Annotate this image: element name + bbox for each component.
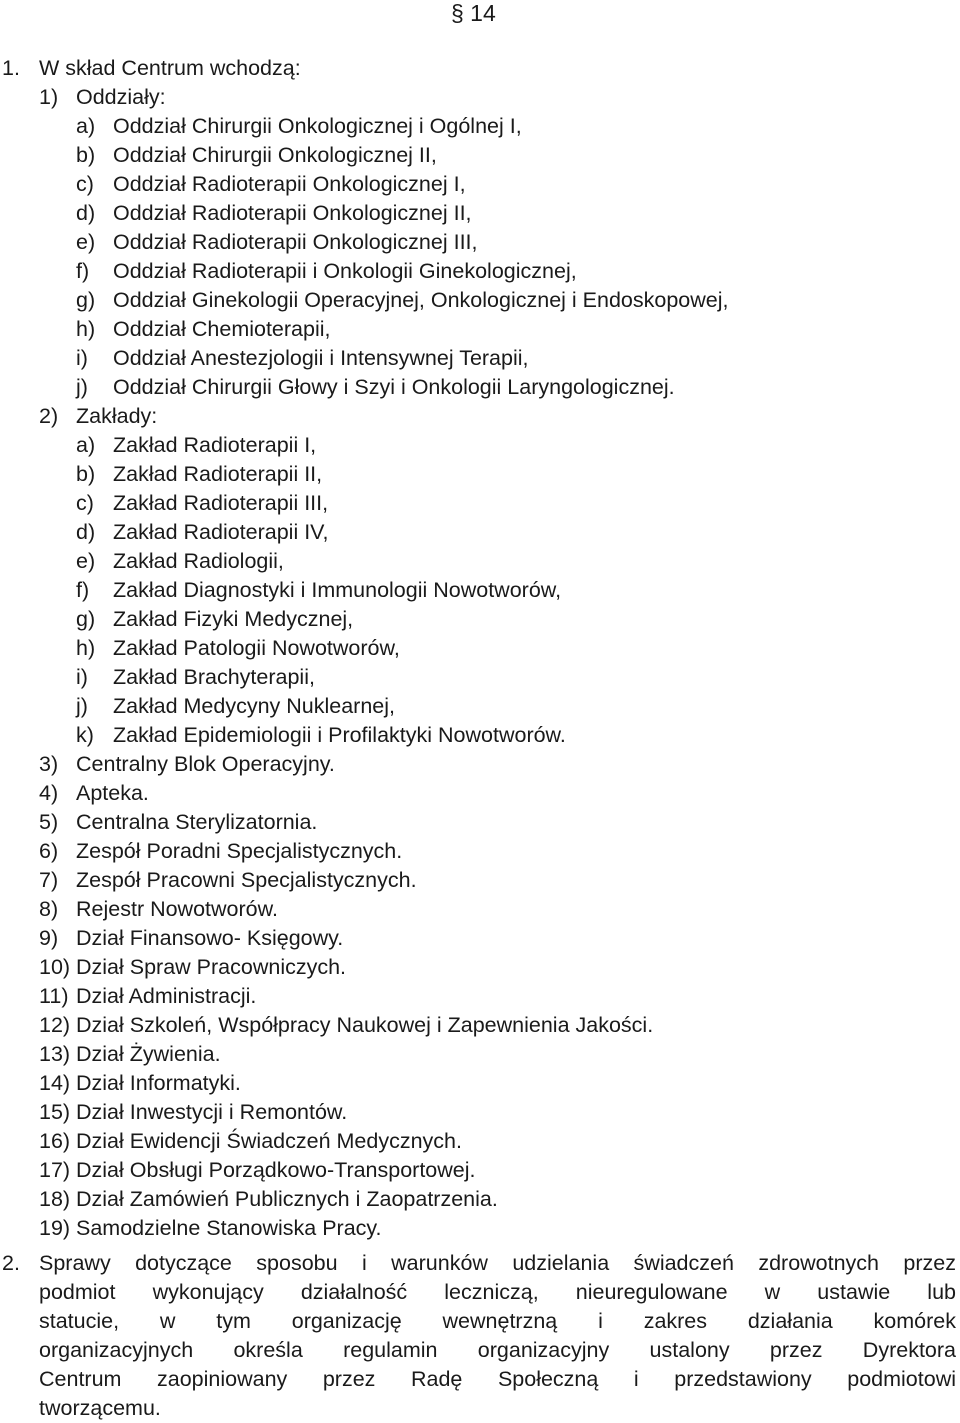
list-text: Zakład Radioterapii III, — [113, 491, 329, 515]
unit-text: Dział Szkoleń, Współpracy Naukowej i Zapewnienia Jakości. — [76, 1013, 654, 1037]
list-letter: f) — [76, 259, 90, 283]
list-letter: b) — [76, 462, 96, 486]
list-text: Oddział Chirurgii Onkologicznej i Ogólnej I, — [113, 114, 522, 138]
unit-text: Rejestr Nowotworów. — [76, 897, 278, 921]
list-text: Zakład Brachyterapii, — [113, 665, 315, 689]
unit-text: Dział Inwestycji i Remontów. — [76, 1100, 348, 1124]
list-text: Zakład Radioterapii IV, — [113, 520, 329, 544]
unit-number: 15) — [39, 1100, 71, 1124]
unit-number: 7) — [39, 868, 59, 892]
list-letter: e) — [76, 549, 96, 573]
unit-text: Apteka. — [76, 781, 149, 805]
list-text: Oddział Radioterapii Onkologicznej II, — [113, 201, 472, 225]
unit-number: 16) — [39, 1129, 71, 1153]
unit-text: Centralny Blok Operacyjny. — [76, 752, 335, 776]
paragraph-line: tworzącemu. — [39, 1396, 161, 1420]
list-text: Zakład Radioterapii II, — [113, 462, 323, 486]
list-text: Zakład Medycyny Nuklearnej, — [113, 694, 396, 718]
list-text: Oddział Chirurgii Onkologicznej II, — [113, 143, 437, 167]
paragraph-line: podmiot wykonujący działalność leczniczą, nieuregulowane w ustawie lub — [39, 1280, 956, 1304]
section-heading: § 14 — [451, 0, 496, 26]
unit-text: Dział Informatyki. — [76, 1071, 241, 1095]
list-text: Oddział Anestezjologii i Intensywnej Terapii, — [113, 346, 529, 370]
unit-text: Samodzielne Stanowiska Pracy. — [76, 1216, 382, 1240]
unit-text: Dział Ewidencji Świadczeń Medycznych. — [76, 1129, 462, 1153]
list-letter: c) — [76, 172, 94, 196]
unit-text: Zespół Poradni Specjalistycznych. — [76, 839, 403, 863]
unit-text: Dział Finansowo- Księgowy. — [76, 926, 344, 950]
list-letter: f) — [76, 578, 90, 602]
list-text: Oddział Chirurgii Głowy i Szyi i Onkologii Laryngologicznej. — [113, 375, 675, 399]
list-letter: h) — [76, 636, 96, 660]
sub-2-label: Zakłady: — [76, 404, 158, 428]
unit-number: 14) — [39, 1071, 71, 1095]
list-letter: i) — [76, 346, 88, 370]
list-letter: i) — [76, 665, 88, 689]
list-letter: b) — [76, 143, 96, 167]
list-letter: d) — [76, 201, 96, 225]
unit-text: Dział Spraw Pracowniczych. — [76, 955, 347, 979]
list-text: Oddział Radioterapii i Onkologii Ginekologicznej, — [113, 259, 577, 283]
sub-2-number: 2) — [39, 404, 59, 428]
list-letter: g) — [76, 607, 96, 631]
paragraph-line: statucie, w tym organizację wewnętrzną i zakres działania komórek — [39, 1309, 956, 1333]
unit-number: 19) — [39, 1216, 71, 1240]
unit-number: 9) — [39, 926, 59, 950]
unit-number: 12) — [39, 1013, 71, 1037]
unit-number: 10) — [39, 955, 71, 979]
list-text: Oddział Ginekologii Operacyjnej, Onkologicznej i Endoskopowej, — [113, 288, 729, 312]
list-letter: c) — [76, 491, 94, 515]
unit-number: 5) — [39, 810, 59, 834]
list-letter: a) — [76, 433, 96, 457]
unit-number: 17) — [39, 1158, 71, 1182]
sub-1-label: Oddziały: — [76, 85, 166, 109]
list-letter: g) — [76, 288, 96, 312]
list-text: Oddział Radioterapii Onkologicznej I, — [113, 172, 466, 196]
list-letter: j) — [76, 375, 88, 399]
unit-number: 4) — [39, 781, 59, 805]
unit-text: Centralna Sterylizatornia. — [76, 810, 318, 834]
list-letter: k) — [76, 723, 94, 747]
paragraph-line: Sprawy dotyczące sposobu i warunków udzielania świadczeń zdrowotnych przez — [39, 1251, 956, 1275]
unit-number: 6) — [39, 839, 59, 863]
unit-text: Dział Żywienia. — [76, 1042, 221, 1066]
list-text: Zakład Epidemiologii i Profilaktyki Nowotworów. — [113, 723, 566, 747]
list-text: Zakład Patologii Nowotworów, — [113, 636, 400, 660]
list-letter: j) — [76, 694, 88, 718]
list-text: Zakład Radioterapii I, — [113, 433, 317, 457]
paragraph-line: Centrum zaopiniowany przez Radę Społeczną i przedstawiony podmiotowi — [39, 1367, 956, 1391]
unit-number: 18) — [39, 1187, 71, 1211]
unit-text: Dział Zamówień Publicznych i Zaopatrzenia. — [76, 1187, 498, 1211]
list-letter: h) — [76, 317, 96, 341]
list-text: Zakład Radiologii, — [113, 549, 284, 573]
unit-text: Zespół Pracowni Specjalistycznych. — [76, 868, 417, 892]
unit-text: Dział Obsługi Porządkowo-Transportowej. — [76, 1158, 476, 1182]
item-1-text: W skład Centrum wchodzą: — [39, 56, 301, 80]
list-text: Oddział Radioterapii Onkologicznej III, — [113, 230, 478, 254]
item-2-paragraph — [39, 1249, 956, 1423]
list-text: Zakład Diagnostyki i Immunologii Nowotworów, — [113, 578, 562, 602]
item-1-number: 1. — [2, 56, 20, 80]
paragraph-line: organizacyjnych określa regulamin organizacyjny ustalony przez Dyrektora — [39, 1338, 956, 1362]
list-letter: e) — [76, 230, 96, 254]
sub-1-number: 1) — [39, 85, 59, 109]
unit-number: 11) — [39, 984, 69, 1008]
unit-text: Dział Administracji. — [76, 984, 257, 1008]
list-letter: d) — [76, 520, 96, 544]
list-letter: a) — [76, 114, 96, 138]
unit-number: 3) — [39, 752, 59, 776]
list-text: Zakład Fizyki Medycznej, — [113, 607, 354, 631]
item-2-number: 2. — [2, 1251, 20, 1275]
list-text: Oddział Chemioterapii, — [113, 317, 331, 341]
unit-number: 8) — [39, 897, 59, 921]
unit-number: 13) — [39, 1042, 71, 1066]
